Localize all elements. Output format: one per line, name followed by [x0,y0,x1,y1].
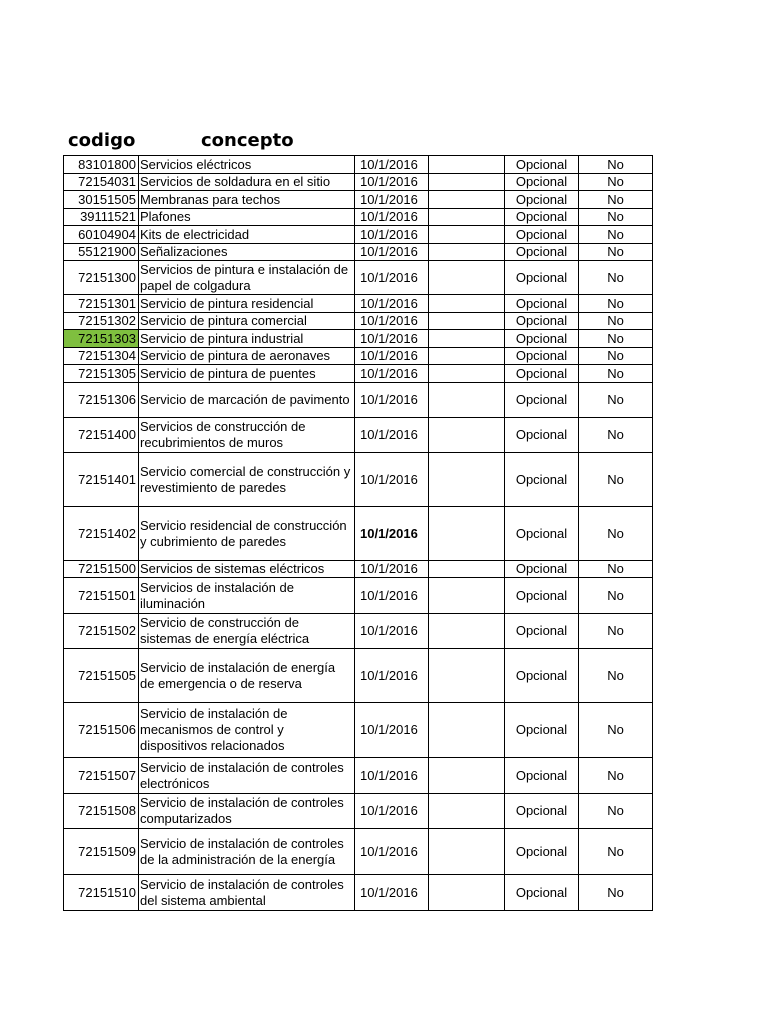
code-cell: 72151301 [64,295,139,313]
blank-cell [429,703,505,758]
date-cell: 10/1/2016 [355,261,429,295]
concept-cell: Servicio de pintura industrial [139,330,355,348]
table-row [64,348,653,365]
blank-cell [429,330,505,348]
blank-cell [429,226,505,244]
code-cell: 72151505 [64,649,139,703]
table-row [64,261,653,295]
concept-cell: Servicio de pintura residencial [139,295,355,313]
blank-cell [429,313,505,330]
option-cell: Opcional [505,226,579,244]
flag-cell: No [579,875,653,911]
date-cell: 10/1/2016 [355,578,429,614]
blank-cell [429,244,505,261]
flag-cell: No [579,261,653,295]
concept-cell: Servicio de marcación de pavimento [139,383,355,418]
concept-cell: Señalizaciones [139,244,355,261]
concept-cell: Servicio de pintura de aeronaves [139,348,355,365]
table-row [64,758,653,794]
code-cell: 30151505 [64,191,139,209]
concept-cell: Servicio de instalación de controles de la administración de la energía [139,829,355,875]
blank-cell [429,209,505,226]
code-cell: 72151508 [64,794,139,829]
date-cell: 10/1/2016 [355,348,429,365]
date-cell: 10/1/2016 [355,453,429,507]
flag-cell: No [579,156,653,174]
date-cell: 10/1/2016 [355,365,429,383]
blank-cell [429,758,505,794]
flag-cell: No [579,703,653,758]
concept-cell: Kits de electricidad [139,226,355,244]
date-cell: 10/1/2016 [355,507,429,561]
date-cell: 10/1/2016 [355,649,429,703]
code-cell: 72154031 [64,174,139,191]
option-cell: Opcional [505,348,579,365]
option-cell: Opcional [505,703,579,758]
date-cell: 10/1/2016 [355,244,429,261]
blank-cell [429,261,505,295]
code-cell: 72151402 [64,507,139,561]
codes-table [63,155,653,911]
concept-cell: Servicios de soldadura en el sitio [139,174,355,191]
option-cell: Opcional [505,191,579,209]
flag-cell: No [579,829,653,875]
flag-cell: No [579,174,653,191]
date-cell: 10/1/2016 [355,191,429,209]
date-cell: 10/1/2016 [355,418,429,453]
table-row [64,418,653,453]
concept-cell: Servicio residencial de construcción y cubrimiento de paredes [139,507,355,561]
table-row [64,649,653,703]
flag-cell: No [579,794,653,829]
blank-cell [429,614,505,649]
flag-cell: No [579,365,653,383]
table-row [64,507,653,561]
date-cell: 10/1/2016 [355,758,429,794]
concepto-heading: concepto [201,130,294,151]
option-cell: Opcional [505,614,579,649]
option-cell: Opcional [505,261,579,295]
option-cell: Opcional [505,507,579,561]
option-cell: Opcional [505,383,579,418]
table-row [64,191,653,209]
code-cell: 72151507 [64,758,139,794]
option-cell: Opcional [505,330,579,348]
blank-cell [429,794,505,829]
codigo-heading: codigo [68,130,136,151]
flag-cell: No [579,226,653,244]
table-row [64,295,653,313]
option-cell: Opcional [505,649,579,703]
flag-cell: No [579,330,653,348]
option-cell: Opcional [505,829,579,875]
concept-cell: Servicio de instalación de controles computarizados [139,794,355,829]
flag-cell: No [579,295,653,313]
option-cell: Opcional [505,794,579,829]
flag-cell: No [579,244,653,261]
option-cell: Opcional [505,561,579,578]
blank-cell [429,295,505,313]
blank-cell [429,453,505,507]
code-cell: 72151510 [64,875,139,911]
table-row [64,578,653,614]
concept-cell: Servicio de instalación de energía de emergencia o de reserva [139,649,355,703]
date-cell: 10/1/2016 [355,313,429,330]
table-row [64,313,653,330]
table-row [64,561,653,578]
date-cell: 10/1/2016 [355,829,429,875]
date-cell: 10/1/2016 [355,295,429,313]
flag-cell: No [579,348,653,365]
code-cell: 72151304 [64,348,139,365]
blank-cell [429,418,505,453]
flag-cell: No [579,418,653,453]
concept-cell: Servicios de construcción de recubrimientos de muros [139,418,355,453]
code-cell: 72151506 [64,703,139,758]
flag-cell: No [579,578,653,614]
flag-cell: No [579,614,653,649]
flag-cell: No [579,313,653,330]
code-cell: 72151302 [64,313,139,330]
blank-cell [429,348,505,365]
blank-cell [429,383,505,418]
date-cell: 10/1/2016 [355,794,429,829]
option-cell: Opcional [505,295,579,313]
code-cell: 72151303 [64,330,139,348]
flag-cell: No [579,561,653,578]
blank-cell [429,507,505,561]
flag-cell: No [579,758,653,794]
blank-cell [429,578,505,614]
table-row [64,794,653,829]
option-cell: Opcional [505,244,579,261]
blank-cell [429,649,505,703]
option-cell: Opcional [505,875,579,911]
code-cell: 55121900 [64,244,139,261]
blank-cell [429,875,505,911]
code-cell: 72151500 [64,561,139,578]
option-cell: Opcional [505,365,579,383]
concept-cell: Servicios de pintura e instalación de papel de colgadura [139,261,355,295]
table-row [64,365,653,383]
flag-cell: No [579,453,653,507]
concept-cell: Servicios de sistemas eléctricos [139,561,355,578]
code-cell: 72151501 [64,578,139,614]
code-cell: 72151305 [64,365,139,383]
option-cell: Opcional [505,453,579,507]
concept-cell: Plafones [139,209,355,226]
table-row [64,226,653,244]
concept-cell: Servicio de instalación de controles electrónicos [139,758,355,794]
code-cell: 72151300 [64,261,139,295]
date-cell: 10/1/2016 [355,383,429,418]
concept-cell: Membranas para techos [139,191,355,209]
code-cell: 72151509 [64,829,139,875]
concept-cell: Servicios eléctricos [139,156,355,174]
flag-cell: No [579,191,653,209]
date-cell: 10/1/2016 [355,226,429,244]
blank-cell [429,365,505,383]
table-row [64,453,653,507]
option-cell: Opcional [505,174,579,191]
date-cell: 10/1/2016 [355,561,429,578]
option-cell: Opcional [505,758,579,794]
code-cell: 72151502 [64,614,139,649]
table-row [64,209,653,226]
concept-cell: Servicio de construcción de sistemas de energía eléctrica [139,614,355,649]
date-cell: 10/1/2016 [355,703,429,758]
table-row [64,875,653,911]
table-row [64,174,653,191]
code-cell: 39111521 [64,209,139,226]
concept-cell: Servicio de instalación de controles del sistema ambiental [139,875,355,911]
table-row [64,829,653,875]
flag-cell: No [579,383,653,418]
blank-cell [429,829,505,875]
code-cell: 72151401 [64,453,139,507]
concept-cell: Servicio de pintura de puentes [139,365,355,383]
date-cell: 10/1/2016 [355,875,429,911]
flag-cell: No [579,209,653,226]
blank-cell [429,174,505,191]
option-cell: Opcional [505,209,579,226]
date-cell: 10/1/2016 [355,614,429,649]
table-row [64,156,653,174]
table-row [64,330,653,348]
codes-table-body [64,156,653,911]
date-cell: 10/1/2016 [355,330,429,348]
table-row [64,383,653,418]
code-cell: 72151400 [64,418,139,453]
table-row [64,244,653,261]
blank-cell [429,191,505,209]
option-cell: Opcional [505,313,579,330]
table-row [64,703,653,758]
flag-cell: No [579,507,653,561]
option-cell: Opcional [505,578,579,614]
table-row [64,614,653,649]
blank-cell [429,156,505,174]
concept-cell: Servicio de instalación de mecanismos de control y dispositivos relacionados [139,703,355,758]
code-cell: 83101800 [64,156,139,174]
date-cell: 10/1/2016 [355,209,429,226]
option-cell: Opcional [505,418,579,453]
option-cell: Opcional [505,156,579,174]
date-cell: 10/1/2016 [355,174,429,191]
code-cell: 60104904 [64,226,139,244]
code-cell: 72151306 [64,383,139,418]
blank-cell [429,561,505,578]
concept-cell: Servicios de instalación de iluminación [139,578,355,614]
concept-cell: Servicio comercial de construcción y revestimiento de paredes [139,453,355,507]
concept-cell: Servicio de pintura comercial [139,313,355,330]
flag-cell: No [579,649,653,703]
date-cell: 10/1/2016 [355,156,429,174]
